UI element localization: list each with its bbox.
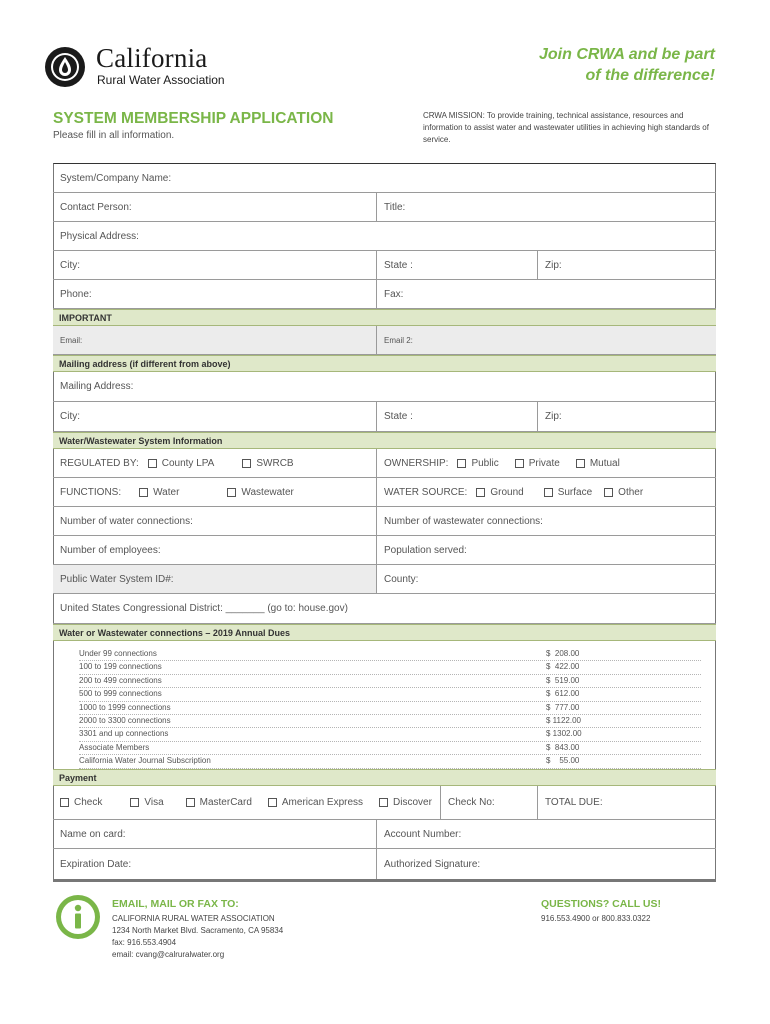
zip-field[interactable] bbox=[537, 251, 716, 279]
phone-numbers: 916.553.4900 or 800.833.0322 bbox=[541, 914, 651, 923]
checkbox-icon[interactable] bbox=[515, 459, 524, 468]
total-due-field[interactable] bbox=[537, 786, 716, 819]
city-label: City: bbox=[60, 259, 80, 271]
checkbox-icon[interactable] bbox=[476, 488, 485, 497]
row-city bbox=[53, 251, 716, 280]
mailing-state-field[interactable] bbox=[376, 402, 537, 431]
fax-field[interactable] bbox=[376, 280, 716, 308]
county-label: County: bbox=[384, 573, 419, 585]
form-title: SYSTEM MEMBERSHIP APPLICATION bbox=[53, 110, 334, 127]
dues-label: Associate Members bbox=[79, 742, 150, 752]
check-no-field[interactable] bbox=[440, 786, 537, 819]
payment-method-group bbox=[53, 786, 440, 819]
population-field[interactable] bbox=[376, 536, 716, 564]
row-pws bbox=[53, 565, 716, 594]
mailing-address-label: Mailing Address: bbox=[60, 381, 134, 392]
checkbox-icon[interactable] bbox=[227, 488, 236, 497]
dues-label: 3301 and up connections bbox=[79, 729, 169, 739]
surface-label: Surface bbox=[557, 486, 593, 498]
state-label: State : bbox=[384, 259, 413, 271]
info-icon bbox=[55, 894, 101, 940]
tagline-line-2: of the difference! bbox=[585, 67, 715, 84]
expiration-date-label: Expiration Date: bbox=[60, 858, 132, 870]
public-label: Public bbox=[471, 457, 499, 469]
name-on-card-field[interactable] bbox=[53, 820, 376, 848]
checkbox-icon[interactable] bbox=[139, 488, 148, 497]
payment-band: Payment bbox=[53, 769, 716, 786]
swrcb-label: SWRCB bbox=[256, 457, 294, 469]
public-option[interactable] bbox=[457, 458, 498, 469]
dues-row bbox=[79, 728, 701, 741]
questions-title: QUESTIONS? CALL US! bbox=[541, 898, 661, 910]
other-label: Other bbox=[618, 486, 644, 498]
mailing-address-field[interactable] bbox=[53, 372, 716, 401]
check-option[interactable] bbox=[60, 797, 102, 808]
dues-table bbox=[79, 648, 701, 769]
county-lpa-option[interactable] bbox=[148, 458, 215, 469]
physical-address-field[interactable] bbox=[53, 222, 716, 250]
dues-row bbox=[79, 675, 701, 688]
check-label: Check bbox=[74, 797, 103, 808]
wastewater-label: Wastewater bbox=[241, 486, 294, 498]
amex-option[interactable] bbox=[268, 797, 363, 808]
contact-person-field[interactable] bbox=[53, 193, 376, 221]
dues-row bbox=[79, 755, 701, 768]
amex-label: American Express bbox=[281, 797, 364, 808]
mailing-zip-field[interactable] bbox=[537, 402, 716, 431]
dues-amount: $ 843.00 bbox=[546, 742, 580, 752]
row-physical-address bbox=[53, 222, 716, 251]
row-email bbox=[53, 326, 716, 355]
dues-amount: $ 1122.00 bbox=[546, 715, 581, 725]
private-label: Private bbox=[528, 457, 560, 469]
mailing-zip-label: Zip: bbox=[545, 411, 562, 422]
water-source-label: WATER SOURCE: bbox=[384, 486, 468, 498]
visa-label: Visa bbox=[144, 797, 164, 808]
other-option[interactable] bbox=[604, 487, 643, 498]
dues-label: 500 to 999 connections bbox=[79, 689, 162, 699]
mail-address: 1234 North Market Blvd. Sacramento, CA 95834 bbox=[112, 926, 284, 935]
signature-label: Authorized Signature: bbox=[384, 858, 481, 870]
crwa-seal-icon bbox=[44, 46, 86, 88]
system-name-label: System/Company Name: bbox=[60, 172, 172, 184]
checkbox-icon[interactable] bbox=[60, 798, 69, 807]
phone-label: Phone: bbox=[60, 288, 92, 300]
ownership-label: OWNERSHIP: bbox=[384, 457, 449, 469]
county-lpa-label: County LPA bbox=[161, 457, 215, 469]
checkbox-icon[interactable] bbox=[457, 459, 466, 468]
row-connections bbox=[53, 507, 716, 536]
brand-name: California bbox=[96, 43, 208, 73]
total-due-label: TOTAL DUE: bbox=[545, 797, 603, 808]
visa-option[interactable] bbox=[130, 797, 163, 808]
state-field[interactable] bbox=[376, 251, 537, 279]
checkbox-icon[interactable] bbox=[379, 798, 388, 807]
pws-id-field[interactable] bbox=[53, 565, 376, 593]
functions-group bbox=[53, 478, 376, 506]
physical-address-label: Physical Address: bbox=[60, 230, 139, 242]
water-option[interactable] bbox=[139, 487, 179, 498]
ground-option[interactable] bbox=[476, 487, 523, 498]
checkbox-icon[interactable] bbox=[604, 488, 613, 497]
row-regulated bbox=[53, 449, 716, 478]
contact-email[interactable]: email: cvang@calruralwater.org bbox=[112, 950, 225, 959]
email-label: Email: bbox=[60, 335, 83, 345]
wastewater-option[interactable] bbox=[227, 487, 293, 498]
row-expiration bbox=[53, 849, 716, 879]
check-no-label: Check No: bbox=[448, 797, 495, 808]
city-field[interactable] bbox=[53, 251, 376, 279]
brand-subtitle: Rural Water Association bbox=[97, 73, 225, 87]
email2-label: Email 2: bbox=[384, 335, 413, 345]
checkbox-icon[interactable] bbox=[576, 459, 585, 468]
population-label: Population served: bbox=[384, 544, 467, 556]
important-band: IMPORTANT bbox=[53, 309, 716, 326]
row-employees bbox=[53, 536, 716, 565]
mission-statement: CRWA MISSION: To provide training, technical assistance, resources and information to assist water and wastewater utilities in achieving high standards of service. bbox=[423, 111, 709, 144]
mailing-band: Mailing address (if different from above) bbox=[53, 355, 716, 372]
dues-row bbox=[79, 661, 701, 674]
mastercard-option[interactable] bbox=[186, 797, 252, 808]
water-connections-label: Number of water connections: bbox=[60, 515, 193, 527]
dues-amount: $ 612.00 bbox=[546, 689, 580, 699]
row-mailing-city bbox=[53, 402, 716, 432]
dues-label: Under 99 connections bbox=[79, 649, 157, 658]
mastercard-label: MasterCard bbox=[199, 797, 252, 808]
row-mailing-address bbox=[53, 372, 716, 402]
row-congressional bbox=[53, 594, 716, 624]
private-option[interactable] bbox=[515, 458, 560, 469]
tagline-line-1: Join CRWA and be part bbox=[538, 46, 715, 63]
account-number-label: Account Number: bbox=[384, 828, 462, 840]
system-info-band: Water/Wastewater System Information bbox=[53, 432, 716, 449]
dues-amount: $ 1302.00 bbox=[546, 729, 582, 739]
dues-label: 100 to 199 connections bbox=[79, 662, 162, 672]
row-contact bbox=[53, 193, 716, 222]
dues-label: California Water Journal Subscription bbox=[79, 756, 211, 766]
county-field[interactable] bbox=[376, 565, 716, 593]
title-field[interactable] bbox=[376, 193, 716, 221]
congressional-district-label: United States Congressional District: _______ (go to: house.gov) bbox=[60, 603, 348, 614]
contact-person-label: Contact Person: bbox=[60, 201, 132, 213]
checkbox-icon[interactable] bbox=[130, 798, 139, 807]
wastewater-connections-label: Number of wastewater connections: bbox=[384, 515, 543, 527]
dues-amount: $ 519.00 bbox=[546, 675, 580, 685]
mutual-label: Mutual bbox=[589, 457, 620, 469]
dues-row bbox=[79, 715, 701, 728]
water-label: Water bbox=[153, 486, 180, 498]
questions-block bbox=[541, 898, 661, 925]
discover-label: Discover bbox=[393, 797, 432, 808]
zip-label: Zip: bbox=[545, 259, 562, 271]
phone-field[interactable] bbox=[53, 280, 376, 308]
dues-band: Water or Wastewater connections – 2019 Annual Dues bbox=[53, 624, 716, 641]
discover-option[interactable] bbox=[379, 797, 432, 808]
email2-field[interactable] bbox=[376, 326, 716, 354]
email-field[interactable] bbox=[53, 326, 376, 354]
water-source-group bbox=[376, 478, 716, 506]
swrcb-option[interactable] bbox=[242, 458, 293, 469]
tagline bbox=[539, 44, 715, 86]
ground-label: Ground bbox=[490, 486, 524, 498]
employees-label: Number of employees: bbox=[60, 544, 161, 556]
employees-field[interactable] bbox=[53, 536, 376, 564]
functions-label: FUNCTIONS: bbox=[60, 486, 122, 498]
dues-label: 1000 to 1999 connections bbox=[79, 702, 171, 712]
row-system-name bbox=[53, 164, 716, 193]
fax-label: Fax: bbox=[384, 288, 404, 300]
row-functions bbox=[53, 478, 716, 507]
dues-row bbox=[79, 688, 701, 701]
dues-amount: $ 422.00 bbox=[546, 662, 580, 672]
dues-amount: $ 208.00 bbox=[546, 649, 580, 658]
mailing-city-label: City: bbox=[60, 411, 80, 422]
system-name-field[interactable] bbox=[53, 164, 716, 192]
dues-label: 2000 to 3300 connections bbox=[79, 715, 171, 725]
dues-amount: $ 777.00 bbox=[546, 702, 580, 712]
dues-row bbox=[79, 648, 701, 661]
dues-row bbox=[79, 742, 701, 755]
dues-label: 200 to 499 connections bbox=[79, 675, 162, 685]
mail-to-title: EMAIL, MAIL OR FAX TO: bbox=[112, 898, 239, 910]
congressional-district-field[interactable] bbox=[53, 594, 716, 623]
row-card-name bbox=[53, 820, 716, 849]
mail-to-block bbox=[112, 898, 283, 961]
wastewater-connections-field[interactable] bbox=[376, 507, 716, 535]
regulated-by-label: REGULATED BY: bbox=[60, 457, 139, 469]
dues-row bbox=[79, 702, 701, 715]
mailing-city-field[interactable] bbox=[53, 402, 376, 431]
regulated-by-group bbox=[53, 449, 376, 477]
surface-option[interactable] bbox=[544, 487, 592, 498]
checkbox-icon[interactable] bbox=[268, 798, 277, 807]
account-number-field[interactable] bbox=[376, 820, 716, 848]
checkbox-icon[interactable] bbox=[186, 798, 195, 807]
org-name: CALIFORNIA RURAL WATER ASSOCIATION bbox=[112, 914, 275, 923]
pws-id-label: Public Water System ID#: bbox=[60, 573, 174, 585]
row-phone bbox=[53, 280, 716, 309]
row-payment-method bbox=[53, 786, 716, 820]
expiration-date-field[interactable] bbox=[53, 849, 376, 879]
fax-number: fax: 916.553.4904 bbox=[112, 938, 177, 947]
checkbox-icon[interactable] bbox=[242, 459, 251, 468]
signature-field[interactable] bbox=[376, 849, 716, 879]
checkbox-icon[interactable] bbox=[148, 459, 157, 468]
ownership-group bbox=[376, 449, 716, 477]
water-connections-field[interactable] bbox=[53, 507, 376, 535]
checkbox-icon[interactable] bbox=[544, 488, 553, 497]
mailing-state-label: State : bbox=[384, 411, 413, 422]
form-subtitle: Please fill in all information. bbox=[53, 130, 175, 141]
dues-amount: $ 55.00 bbox=[546, 756, 580, 766]
name-on-card-label: Name on card: bbox=[60, 828, 126, 840]
title-label: Title: bbox=[384, 201, 406, 213]
mutual-option[interactable] bbox=[576, 458, 620, 469]
